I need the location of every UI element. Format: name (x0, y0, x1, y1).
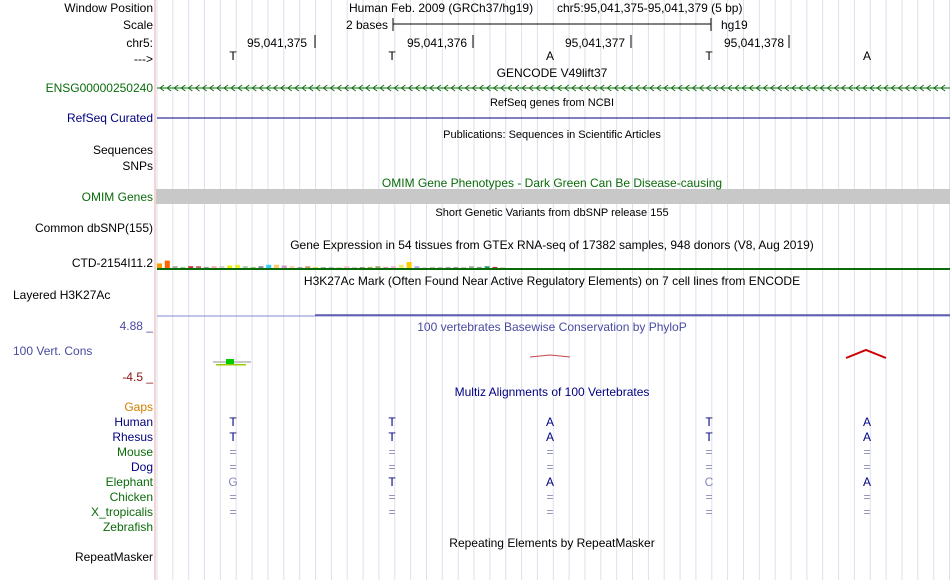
species-label-rhesus[interactable]: Rhesus (112, 430, 153, 444)
phylop-mark (846, 350, 886, 358)
alignment-base: = (705, 460, 713, 474)
sequence-base: T (388, 49, 396, 63)
sequence-base: T (229, 49, 237, 63)
alignment-base: A (545, 415, 554, 429)
scale-db: hg19 (721, 18, 748, 32)
gtex-gene-label[interactable]: CTD-2154I11.2 (71, 256, 153, 270)
alignment-base: = (388, 460, 396, 474)
alignment-base: = (863, 490, 871, 504)
species-label-elephant[interactable]: Elephant (105, 475, 153, 489)
assembly-title[interactable]: Human Feb. 2009 (GRCh37/hg19) (349, 1, 534, 15)
sequence-base: A (545, 49, 554, 63)
coord-label: 95,041,376 (407, 36, 468, 50)
gtex-tissue-bar (407, 262, 412, 269)
scale-label: Scale (122, 18, 153, 32)
sequence-base: A (862, 49, 871, 63)
gtex-tissue-bar (165, 261, 170, 269)
position-readout[interactable]: chr5:95,041,375-95,041,379 (5 bp) (557, 1, 743, 15)
h3k27ac-track-label[interactable]: Layered H3K27Ac (13, 288, 111, 302)
alignment-base: = (863, 445, 871, 459)
sequence-base: T (705, 49, 713, 63)
alignment-base: T (705, 415, 713, 429)
alignment-base: T (705, 430, 713, 444)
dbsnp-track-label[interactable]: Common dbSNP(155) (34, 221, 153, 235)
snps-track-label[interactable]: SNPs (122, 159, 153, 173)
alignment-base: A (545, 430, 554, 444)
alignment-base: = (863, 505, 871, 519)
alignment-base: = (388, 490, 396, 504)
phylop-track-label[interactable]: 100 Vert. Cons (13, 344, 93, 358)
alignment-base: = (705, 445, 713, 459)
phylop-max-label: 4.88 _ (119, 319, 153, 333)
alignment-base: A (862, 430, 871, 444)
alignment-base: T (229, 415, 237, 429)
dbsnp-track-title[interactable]: Short Genetic Variants from dbSNP release 155 (435, 207, 669, 219)
omim-track-title[interactable]: OMIM Gene Phenotypes - Dark Green Can Be Disease-causing (381, 176, 723, 190)
species-label-zebrafish[interactable]: Zebrafish (102, 520, 153, 534)
alignment-base: = (229, 445, 237, 459)
alignment-base: = (388, 505, 396, 519)
alignment-base: = (229, 505, 237, 519)
alignment-base: = (229, 490, 237, 504)
species-label-chicken[interactable]: Chicken (109, 490, 153, 504)
alignment-base: = (705, 490, 713, 504)
repeatmasker-track-label[interactable]: RepeatMasker (74, 550, 153, 564)
alignment-base: T (388, 430, 396, 444)
omim-track-label[interactable]: OMIM Genes (81, 190, 153, 204)
alignment-base: T (388, 475, 396, 489)
coord-label: 95,041,375 (247, 36, 308, 50)
coord-label: 95,041,377 (565, 36, 626, 50)
phylop-min-label: -4.5 _ (122, 370, 153, 384)
gaps-label[interactable]: Gaps (124, 400, 153, 414)
multiz-track-title[interactable]: Multiz Alignments of 100 Vertebrates (454, 385, 650, 399)
omim-bar (156, 189, 950, 204)
publications-track-title[interactable]: Publications: Sequences in Scientific Articles (443, 129, 661, 141)
alignment-base: = (388, 445, 396, 459)
alignment-base: = (229, 460, 237, 474)
alignment-base: T (229, 430, 237, 444)
alignment-base: T (388, 415, 396, 429)
coord-label: 95,041,378 (724, 36, 785, 50)
gtex-track-title[interactable]: Gene Expression in 54 tissues from GTEx RNA-seq of 17382 samples, 948 donors (V8, Aug 2019) (290, 238, 814, 252)
strand-label: ---> (134, 52, 153, 66)
repeatmasker-track-title[interactable]: Repeating Elements by RepeatMasker (449, 536, 655, 550)
alignment-base: A (862, 415, 871, 429)
species-label-x_tropicalis[interactable]: X_tropicalis (90, 505, 153, 519)
alignment-base: A (545, 475, 554, 489)
gencode-gene-label[interactable]: ENSG00000250240 (45, 81, 153, 95)
alignment-base: = (546, 505, 554, 519)
scale-text: 2 bases (346, 18, 389, 32)
alignment-base: = (546, 490, 554, 504)
gencode-track-title[interactable]: GENCODE V49lift37 (496, 66, 608, 80)
species-label-mouse[interactable]: Mouse (116, 445, 153, 459)
sequences-track-label[interactable]: Sequences (92, 143, 153, 157)
window-position-label: Window Position (64, 1, 153, 15)
species-label-human[interactable]: Human (114, 415, 153, 429)
alignment-base: = (546, 445, 554, 459)
alignment-base: = (863, 460, 871, 474)
phylop-mark (216, 364, 246, 366)
alignment-base: = (546, 460, 554, 474)
chr-label: chr5: (126, 36, 153, 50)
refseq-track-label[interactable]: RefSeq Curated (66, 111, 153, 125)
alignment-base: A (862, 475, 871, 489)
alignment-base: C (704, 475, 714, 489)
phylop-track-title[interactable]: 100 vertebrates Basewise Conservation by PhyloP (417, 320, 687, 334)
refseq-track-title[interactable]: RefSeq genes from NCBI (489, 97, 615, 109)
alignment-base: G (228, 475, 238, 489)
h3k27ac-track-title[interactable]: H3K27Ac Mark (Often Found Near Active Regulatory Elements) on 7 cell lines from ENCODE (303, 274, 801, 288)
phylop-mark (530, 355, 570, 357)
species-label-dog[interactable]: Dog (130, 460, 153, 474)
alignment-base: = (705, 505, 713, 519)
